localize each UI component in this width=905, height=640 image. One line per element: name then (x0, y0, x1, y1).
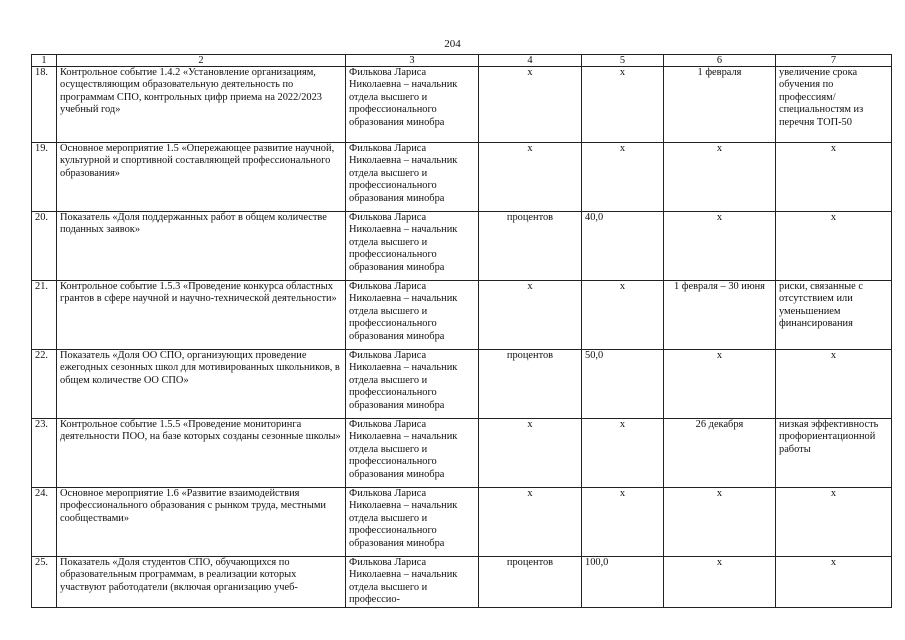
column-number: 2 (57, 55, 346, 67)
column-number: 6 (664, 55, 776, 67)
responsible-person: Филькова Лариса Николаевна – начальник отдела высшего и профессионального образования минобра (346, 488, 479, 557)
activity-name: Контрольное событие 1.5.3 «Проведение конкурса областных грантов в сфере научной и научно-технической деятельности» (57, 281, 346, 350)
table-row (32, 143, 892, 212)
table-row (32, 212, 892, 281)
activity-name: Показатель «Доля студентов СПО, обучающихся по образовательным программам, в реализации которых участвуют работодатели (включая организацию учеб- (57, 557, 346, 608)
activity-name: Основное мероприятие 1.5 «Опережающее развитие научной, культурной и спортивной составляющей профессионального образования» (57, 143, 346, 212)
value-cell: х (582, 143, 664, 212)
note-cell: увеличение срока обучения по профессиям/специальностям из перечня ТОП-50 (776, 67, 892, 143)
note-cell: риски, связанные с отсутствием или уменьшением финансирования (776, 281, 892, 350)
date-cell: 26 декабря (664, 419, 776, 488)
table-row (32, 419, 892, 488)
unit-cell: процентов (479, 350, 582, 419)
responsible-person: Филькова Лариса Николаевна – начальник отдела высшего и профессионального образования минобра (346, 281, 479, 350)
note-cell: х (776, 143, 892, 212)
activity-name: Контрольное событие 1.5.5 «Проведение мониторинга деятельности ПОО, на базе которых созданы сезонные школы» (57, 419, 346, 488)
date-cell: х (664, 350, 776, 419)
date-cell: 1 февраля (664, 67, 776, 143)
value-cell: х (582, 488, 664, 557)
value-cell: х (582, 67, 664, 143)
row-number: 19. (32, 143, 57, 212)
activity-name: Показатель «Доля ОО СПО, организующих проведение ежегодных сезонных школ для мотивированных школьников, в общем количестве ОО СПО» (57, 350, 346, 419)
page-number: 204 (444, 38, 461, 50)
unit-cell: процентов (479, 557, 582, 608)
table-row (32, 557, 892, 608)
note-cell: низкая эффективность профориентационной работы (776, 419, 892, 488)
date-cell: х (664, 488, 776, 557)
table-row (32, 488, 892, 557)
table-row (32, 350, 892, 419)
column-number: 1 (32, 55, 57, 67)
column-number: 7 (776, 55, 892, 67)
responsible-person: Филькова Лариса Николаевна – начальник отдела высшего и профессионального образования минобра (346, 67, 479, 143)
date-cell: х (664, 212, 776, 281)
activity-name: Основное мероприятие 1.6 «Развитие взаимодействия профессионального образования с рынком труда, местными сообществами» (57, 488, 346, 557)
activity-name: Показатель «Доля поддержанных работ в общем количестве поданных заявок» (57, 212, 346, 281)
activities-table (31, 54, 892, 608)
note-cell: х (776, 212, 892, 281)
note-cell: х (776, 488, 892, 557)
table-row (32, 67, 892, 143)
date-cell: х (664, 557, 776, 608)
responsible-person: Филькова Лариса Николаевна – начальник отдела высшего и профессионального образования минобра (346, 143, 479, 212)
column-numbers-row (32, 55, 892, 67)
note-cell: х (776, 350, 892, 419)
row-number: 23. (32, 419, 57, 488)
table-row (32, 281, 892, 350)
row-number: 24. (32, 488, 57, 557)
responsible-person: Филькова Лариса Николаевна – начальник отдела высшего и профессионального образования минобра (346, 419, 479, 488)
row-number: 18. (32, 67, 57, 143)
column-number: 5 (582, 55, 664, 67)
row-number: 20. (32, 212, 57, 281)
column-number: 4 (479, 55, 582, 67)
activity-name: Контрольное событие 1.4.2 «Установление организациям, осуществляющим образовательную деятельность по программам СПО, контрольных цифр приема на 2022/2023 учебный год» (57, 67, 346, 143)
responsible-person: Филькова Лариса Николаевна – начальник отдела высшего и профессионального образования минобра (346, 350, 479, 419)
unit-cell: х (479, 67, 582, 143)
row-number: 21. (32, 281, 57, 350)
responsible-person: Филькова Лариса Николаевна – начальник отдела высшего и профессионального образования минобра (346, 212, 479, 281)
row-number: 22. (32, 350, 57, 419)
row-number: 25. (32, 557, 57, 608)
value-cell: 100,0 (582, 557, 664, 608)
value-cell: х (582, 419, 664, 488)
unit-cell: х (479, 488, 582, 557)
note-cell: х (776, 557, 892, 608)
value-cell: 40,0 (582, 212, 664, 281)
unit-cell: х (479, 143, 582, 212)
responsible-person: Филькова Лариса Николаевна – начальник отдела высшего и профессио- (346, 557, 479, 608)
value-cell: х (582, 281, 664, 350)
column-number: 3 (346, 55, 479, 67)
date-cell: х (664, 143, 776, 212)
unit-cell: х (479, 419, 582, 488)
unit-cell: х (479, 281, 582, 350)
value-cell: 50,0 (582, 350, 664, 419)
date-cell: 1 февраля – 30 июня (664, 281, 776, 350)
unit-cell: процентов (479, 212, 582, 281)
